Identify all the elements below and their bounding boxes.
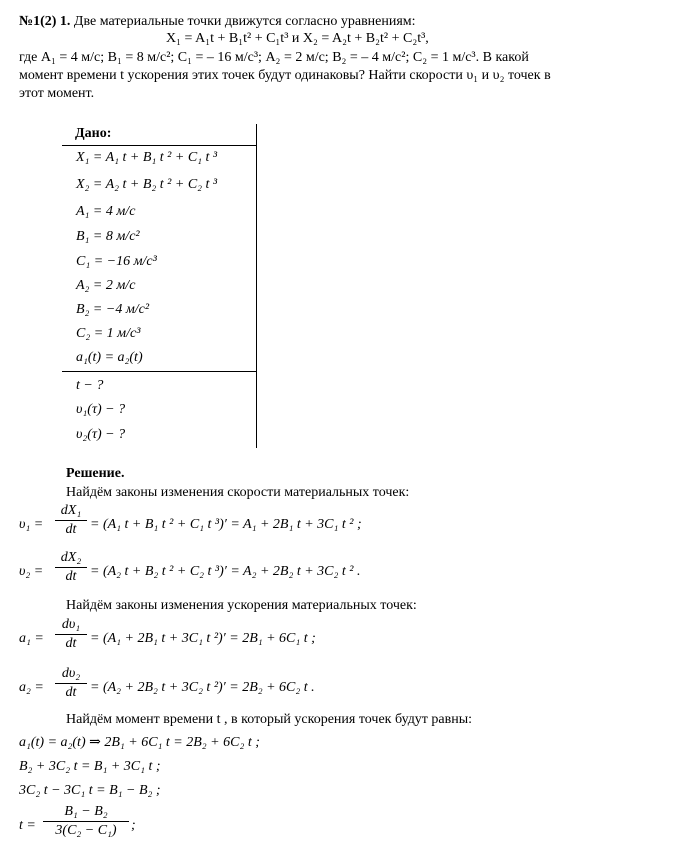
fraction-bar <box>55 567 87 568</box>
problem-line-1 <box>19 14 416 30</box>
t-end: ; <box>131 818 136 833</box>
t-lhs: t = <box>19 818 36 833</box>
a2-denominator: dt <box>65 685 77 700</box>
problem-text-4: момент времени t ускорения этих точек будут одинаковы? Найти скорости υ₁ и υ₂ точек в <box>19 68 551 83</box>
t-fraction <box>43 804 129 839</box>
given-item: A₂ = 2 м/с <box>76 278 136 293</box>
a2-rhs: = (A₂ + 2B₂ t + 3C₂ t ²)′ = 2B₂ + 6C₂ t . <box>90 680 315 695</box>
v2-numerator: dX₂ <box>60 550 82 565</box>
a1-rhs: = (A₁ + 2B₁ t + 3C₁ t ²)′ = 2B₁ + 6C₁ t ; <box>90 631 316 646</box>
problem-number: №1(2) 1. <box>19 14 71 29</box>
given-item: a₁(t) = a₂(t) <box>76 350 143 365</box>
problem-text-1: Две материальные точки движутся согласно уравнениям: <box>73 14 416 29</box>
given-item: B₁ = 8 м/с² <box>76 229 140 244</box>
a2-lhs: a₂ = <box>19 680 44 695</box>
solution-paragraph-1: Найдём законы изменения скорости материальных точек: <box>66 485 410 500</box>
given-find-rule <box>62 371 257 372</box>
fraction-bar <box>55 520 87 521</box>
v1-numerator: dX₁ <box>60 503 82 518</box>
fraction-bar <box>55 683 87 684</box>
given-header-rule <box>62 145 257 146</box>
find-item: t − ? <box>76 378 104 393</box>
problem-equations: X₁ = A₁t + B₁t² + C₁t³ и X₂ = A₂t + B₂t² + C₂t³, <box>166 31 429 46</box>
find-item: υ₂(τ) − ? <box>76 427 126 442</box>
solution-header: Решение. <box>66 466 125 481</box>
t-numerator: B₁ − B₂ <box>64 804 108 819</box>
equation-1: a₁(t) = a₂(t) ⇒ 2B₁ + 6C₁ t = 2B₂ + 6C₂ t ; <box>19 735 260 750</box>
v1-lhs: υ₁ = <box>19 517 44 532</box>
fraction-bar <box>55 634 87 635</box>
v1-rhs: = (A₁ t + B₁ t ² + C₁ t ³)′ = A₁ + 2B₁ t + 3C₁ t ² ; <box>90 517 362 532</box>
given-header: Дано: <box>75 126 112 141</box>
a1-fraction <box>55 617 87 652</box>
a1-numerator: dυ₁ <box>61 617 81 632</box>
v2-rhs: = (A₂ t + B₂ t ² + C₂ t ³)′ = A₂ + 2B₂ t + 3C₂ t ² . <box>90 564 361 579</box>
solution-paragraph-2: Найдём законы изменения ускорения материальных точек: <box>66 598 417 613</box>
given-divider-vertical <box>256 124 257 448</box>
v1-fraction <box>55 503 87 538</box>
a1-denominator: dt <box>65 636 77 651</box>
a2-numerator: dυ₂ <box>61 666 81 681</box>
a1-lhs: a₁ = <box>19 631 44 646</box>
v2-fraction <box>55 550 87 585</box>
v2-lhs: υ₂ = <box>19 564 44 579</box>
a2-fraction <box>55 666 87 701</box>
given-item: X₁ = A₁ t + B₁ t ² + C₁ t ³ <box>76 150 218 165</box>
t-denominator: 3(C₂ − C₁) <box>55 823 117 838</box>
v1-denominator: dt <box>65 522 77 537</box>
problem-text-5: этот момент. <box>19 86 95 101</box>
equation-2: B₂ + 3C₂ t = B₁ + 3C₁ t ; <box>19 759 161 774</box>
problem-text-3: где A₁ = 4 м/с; B₁ = 8 м/с²; C₁ = – 16 м/с³; A₂ = 2 м/с; B₂ = – 4 м/с²; C₂ = 1 м/с³. В какой <box>19 50 529 65</box>
given-item: C₁ = −16 м/с³ <box>76 254 157 269</box>
given-item: X₂ = A₂ t + B₂ t ² + C₂ t ³ <box>76 177 218 192</box>
find-item: υ₁(τ) − ? <box>76 402 126 417</box>
given-item: B₂ = −4 м/с² <box>76 302 150 317</box>
equation-3: 3C₂ t − 3C₁ t = B₁ − B₂ ; <box>19 783 161 798</box>
given-item: C₂ = 1 м/с³ <box>76 326 141 341</box>
v2-denominator: dt <box>65 569 77 584</box>
fraction-bar <box>43 821 129 822</box>
solution-paragraph-3: Найдём момент времени t , в который ускорения точек будут равны: <box>66 712 473 727</box>
given-item: A₁ = 4 м/с <box>76 204 136 219</box>
